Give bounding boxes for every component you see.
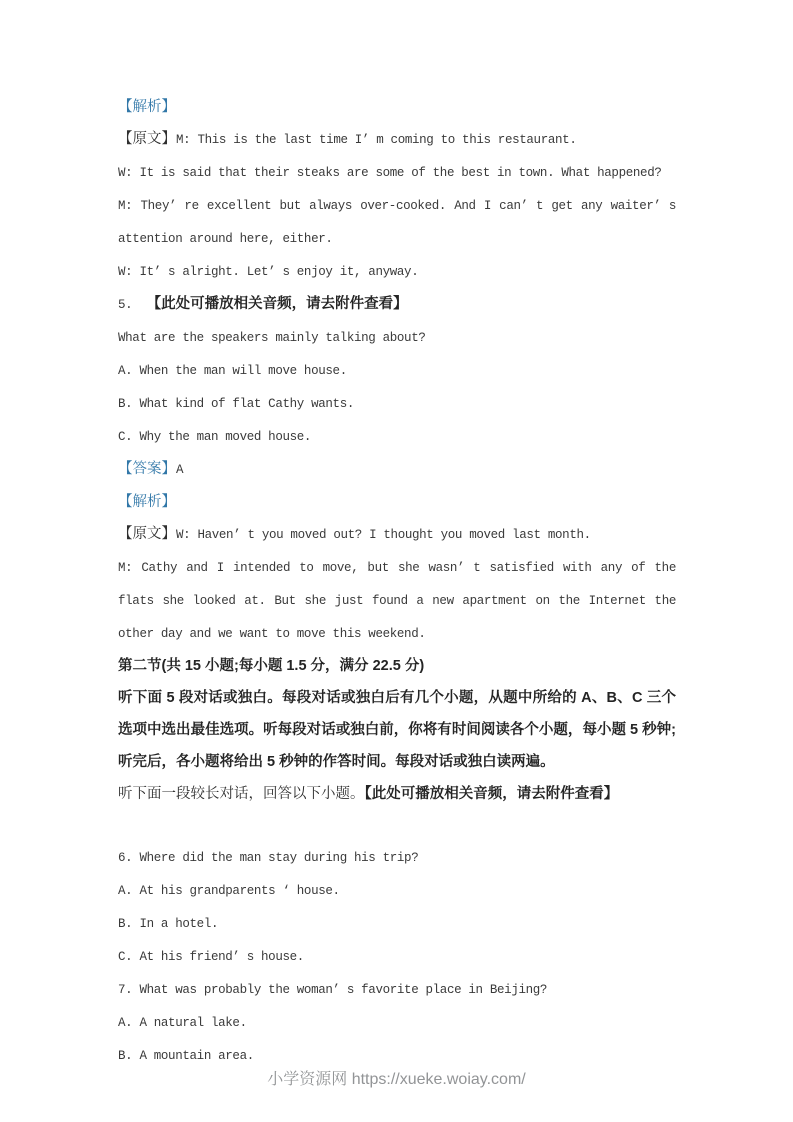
option-text: C. Why the man moved house. bbox=[118, 430, 312, 444]
question-6-option-c bbox=[118, 940, 676, 973]
answer-bracket-label: 【答案】 bbox=[118, 461, 176, 477]
transcript-text: M: They’ re excellent but always over-cooked. And I can’ t get any waiter’ s attention around here, either. bbox=[118, 199, 684, 246]
audio-placeholder-label: 【此处可播放相关音频，请去附件查看】 bbox=[364, 786, 619, 802]
question-7-stem bbox=[118, 973, 676, 1006]
audio-placeholder-label: 【此处可播放相关音频，请去附件查看】 bbox=[146, 296, 408, 312]
option-text: A. A natural lake. bbox=[118, 1016, 247, 1030]
option-text: C. At his friend’ s house. bbox=[118, 950, 304, 964]
question-6-option-b bbox=[118, 907, 676, 940]
section-title: 第二节(共 15 小题;每小题 1.5 分，满分 22.5 分) bbox=[118, 658, 425, 674]
transcript-text: W: It is said that their steaks are some of the best in town. What happened? bbox=[118, 166, 662, 180]
option-text: B. In a hotel. bbox=[118, 917, 219, 931]
question-5-option-a bbox=[118, 354, 676, 387]
option-text: B. What kind of flat Cathy wants. bbox=[118, 397, 354, 411]
transcript-q4-line-m1 bbox=[118, 123, 676, 156]
transcript-text: M: This is the last time I’ m coming to this restaurant. bbox=[176, 133, 577, 147]
transcript-text: M: Cathy and I intended to move, but she wasn’ t satisfied with any of the flats she looked at. But she just found a new apartment on the Internet the other day and we want to move this weekend. bbox=[118, 561, 684, 641]
transcript-q5-line-w1 bbox=[118, 518, 676, 551]
section-2-instructions bbox=[118, 682, 676, 778]
footer-watermark-text: 小学资源网 https://xueke.woiay.com/ bbox=[267, 1071, 526, 1088]
answer-value: A bbox=[176, 463, 184, 477]
answer-5 bbox=[118, 453, 676, 486]
question-7-option-a bbox=[118, 1006, 676, 1039]
transcript-q4-line-m2 bbox=[118, 189, 684, 255]
instructions-text: 听下面 5 段对话或独白。每段对话或独白后有几个小题，从题中所给的 A、B、C 三个选项中选出最佳选项。听每段对话或独白前，你将有时间阅读各个小题，每小题 5 秒钟;听完后，各小题将给出 5 秒钟的作答时间。每段对话或独白读两遍。 bbox=[118, 690, 676, 770]
question-text: 7. What was probably the woman’ s favorite place in Beijing? bbox=[118, 983, 548, 997]
transcript-text: W: Haven’ t you moved out? I thought you moved last month. bbox=[176, 528, 591, 542]
section-2-header bbox=[118, 650, 676, 682]
page-footer-watermark bbox=[0, 1066, 793, 1089]
question-5-audio-note bbox=[118, 288, 676, 321]
question-5-option-c bbox=[118, 420, 676, 453]
analysis-label-q4 bbox=[118, 91, 676, 123]
question-number: 5. bbox=[118, 298, 147, 312]
question-5-stem bbox=[118, 321, 676, 354]
dialogue-6-7-intro bbox=[118, 778, 676, 810]
blank-line bbox=[118, 810, 676, 841]
analysis-bracket-label: 【解析】 bbox=[118, 99, 176, 115]
source-bracket-label: 【原文】 bbox=[118, 131, 176, 147]
transcript-q4-line-w1 bbox=[118, 156, 676, 189]
dialogue-intro-text: 听下面一段较长对话，回答以下小题。 bbox=[118, 786, 365, 802]
source-bracket-label: 【原文】 bbox=[118, 526, 176, 542]
transcript-q5-line-m1 bbox=[118, 551, 684, 650]
question-6-option-a bbox=[118, 874, 676, 907]
question-text: What are the speakers mainly talking about? bbox=[118, 331, 426, 345]
analysis-label-q5 bbox=[118, 486, 676, 518]
transcript-text: W: It’ s alright. Let’ s enjoy it, anyway. bbox=[118, 265, 419, 279]
option-text: A. At his grandparents ‘ house. bbox=[118, 884, 340, 898]
question-6-stem bbox=[118, 841, 676, 874]
option-text: B. A mountain area. bbox=[118, 1049, 254, 1063]
document-body bbox=[118, 91, 684, 1072]
question-text: 6. Where did the man stay during his trip? bbox=[118, 851, 419, 865]
transcript-q4-line-w2 bbox=[118, 255, 676, 288]
analysis-bracket-label: 【解析】 bbox=[118, 494, 176, 510]
option-text: A. When the man will move house. bbox=[118, 364, 347, 378]
question-5-option-b bbox=[118, 387, 676, 420]
